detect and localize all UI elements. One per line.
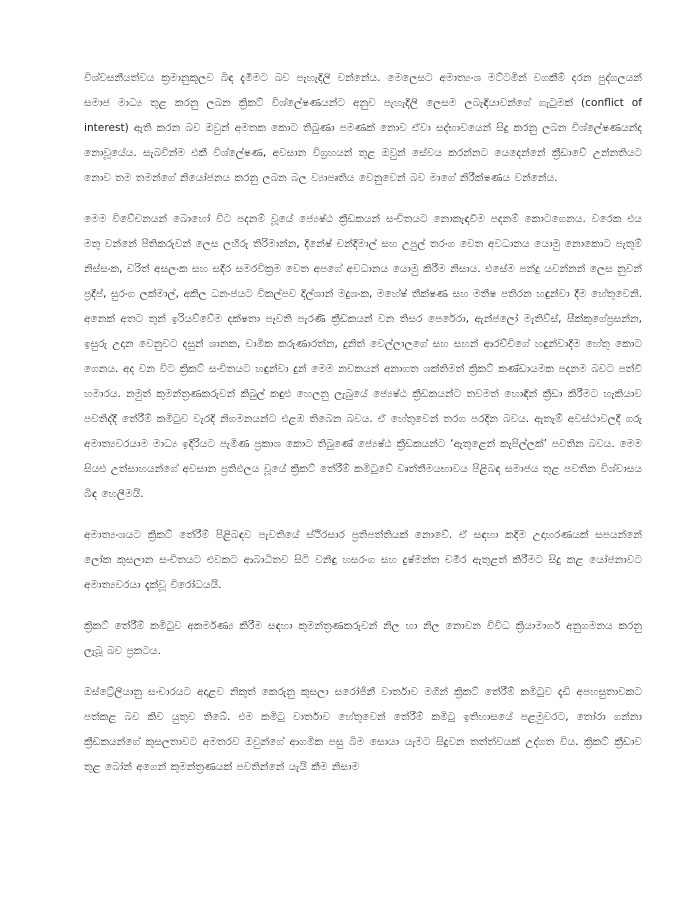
paragraph-2: මෙම විවේචනයන් බොහෝ විට පදනම් වූයේ ජ්‍යෙෂ්ඨ ක්‍රීඩකයන් සංචිතයට නොකැඳවීම පදනම් කොටගෙනය. වරෙක එය මතු වන්නේ පිතිකරුවන් ලෙස ලහිරු තිරිමාන්න, දිනේෂ් චන්දිමාල් සහ උපුල් තරංග වෙත අවධානය යොමු නොකොට පැතුම් නිස්සංක, චරිත් අසලංක සහ සදීර සමරවික්‍රම වෙත අපගේ අවධානය යොමු කිරීම නිසාය. එසේම පන්දු යවන්නන් ලෙස නුවන් ප්‍රදීප්, සුරංග ලක්මාල්, අකිල ධනංජයට විකල්පව දිල්ශාන් මදුශංක, මහේෂ් තීක්ෂණ සහ මතීෂ පතිරන හඳුන්වා දීම හේතුවෙනි. අනෙක් අතට තුන් ඉරියව්වේම දක්ෂතා පෑවති පැරණි ක්‍රීඩකයන් වන තිසර පෙරේරා, ඇන්ජලෝ මැතිව්ස්, සීක්කුගේප්‍රසන්න, ඉසුරු උදාන වෙනුවට දසුන් ශානක, චාමික කරුණාරත්න, දුනිත් වෙල්ලාලගේ සහ සහන් ආරච්චිගේ හඳුන්වාදීම හේතු කොට ගෙනය. අද වන විට ක්‍රිකට් සංචිතයට හඳුන්වා දුන් මෙම නවකයන් අනාගත ශක්තිමත් ක්‍රිකට් කණ්ඩායමක පදනම බවට පත්වී හමාරය. නමුත් කුමන්ත්‍රණකරුවන් කිබුල් කඳුළු හෙලනු ලැබුයේ ජ්‍යෙෂ්ඨ ක්‍රීඩකයන්ට තවමත් හොඳින් ක්‍රීඩා කිරීමට හැකියාව පවතිද්දී තේරීම් කමිටුව වැරදි නිගමනයන්ට එළඹ තිබෙන බවය. ඒ හේතුවෙන් තරග පරදින බවය. ඇතැම් අවස්ථාවලදී ගරු අමාත්‍යවරයාම මාධ්‍ය ඉදිරියට පැමිණ ප්‍රකාශ කොට තිබුණේ ජ්‍යෙෂ්ඨ ක්‍රීඩකයන්ට ‘ඇතුළෙන් කැපිල්ලක්’ පවතින බවය. මෙම සියළු උත්සාහයන්ගේ අවසාන ප්‍රතිඵලය වූයේ ක්‍රිකට් තේරීම් කමිටුවේ වෘත්තීමයභාවය පිළිබඳ සමාජය තුළ පවතින විශ්වාසය බිඳ හෙලීමයි. (84, 213, 642, 500)
paragraph-3: අමාත්‍යංශයට ක්‍රිකට් තේරීම් පිළිබඳව පැවතියේ ස්ථිරසාර ප්‍රතිපත්තියක් නොවේ. ඒ සඳහා කදිම උදාහරණයක් සපයන්නේ ලෝක කුසලාන සංචිතයට එවකට ආබාධිතව සිටි වනිඳු හසරංග සහ දුෂ්මන්ත චමීර ඇතුළත් කිරීමට සිදු කළ යෝජනාවට අමාත්‍යවරයා දැක්වූ විරෝධයයි. (84, 529, 642, 591)
paragraph-1: විශ්වසනීයත්වය ක්‍රමානුකූලව බිඳ දැමීමට බව පැහැදිලි වන්නේය. මෙලෙසට අමාත්‍යංශ මට්ටමින් වගකීම් දරන පුද්ගලයන් සමාජ මාධ්‍ය තුළ කරනු ලබන ක්‍රිකට් විශ්ලේෂණයන්ට අනුව පැහැදිලි ලෙසම ලබැඳියාවන්ගේ ගැටුමක් (conflict of interest) ඇති කරන බව ඔවුන් අමතක කොට තිබුණා පමණක් නොව ඒවා සද්භාවයෙන් සිදු කරනු ලබන විශ්ලේෂණයන්ද නොවූයේය. සැබවින්ම එකී විශ්ලේෂණ, අවසාන විග්‍රහයන් තුළ ඔවුන් සේවය කරන්නට යෙදෙන්නේ ක්‍රීඩාවේ උන්නතියට නොව තම තමන්ගේ නියෝජනය කරනු ලබන බල ව්‍යාපෘතිය වෙනුවෙන් බව මාගේ නිරීක්ෂණය වන්නේය. (84, 72, 642, 184)
paragraph-4: ක්‍රිකට් තේරීම් කමිටුව අකර්මණ්‍ය කිරීම සඳහා කුමන්ත්‍රණකරුවන් නිල හා නිල නොවන විවිධ ක්‍රියාමාර්ග අනුගමනය කරනු ලැබූ බව ප්‍රකටය. (84, 620, 642, 657)
paragraph-5: ඔස්ට්‍රේලියානු සංචාරයට අදාළව නිකුත් කෙරුනු කුසලා සරෝජිනී වාර්තාව මගින් ක්‍රිකට් තේරීම් කමිටුව දැඩි අපහසුතාවකට පත්කළ බව කිව යුතුව තිබේ. එම කමිටු වාර්තාව හේතුවෙන් තේරීම් කමිටු ඉතිහාසයේ පළමුවරට, තෝරා ගන්නා ක්‍රීඩකයන්ගේ කුසලතාවට අමතරව ඔවුන්ගේ ආගමික පසු බිම සොයා යැමට සිදුවන තත්ත්වයක් උද්ගත විය. ක්‍රිකට් ක්‍රීඩාව තුළ බෝන් අගෙන් කුමන්ත්‍රණයක් පවතින්නේ යැයි කීම නිසාම (84, 686, 642, 773)
